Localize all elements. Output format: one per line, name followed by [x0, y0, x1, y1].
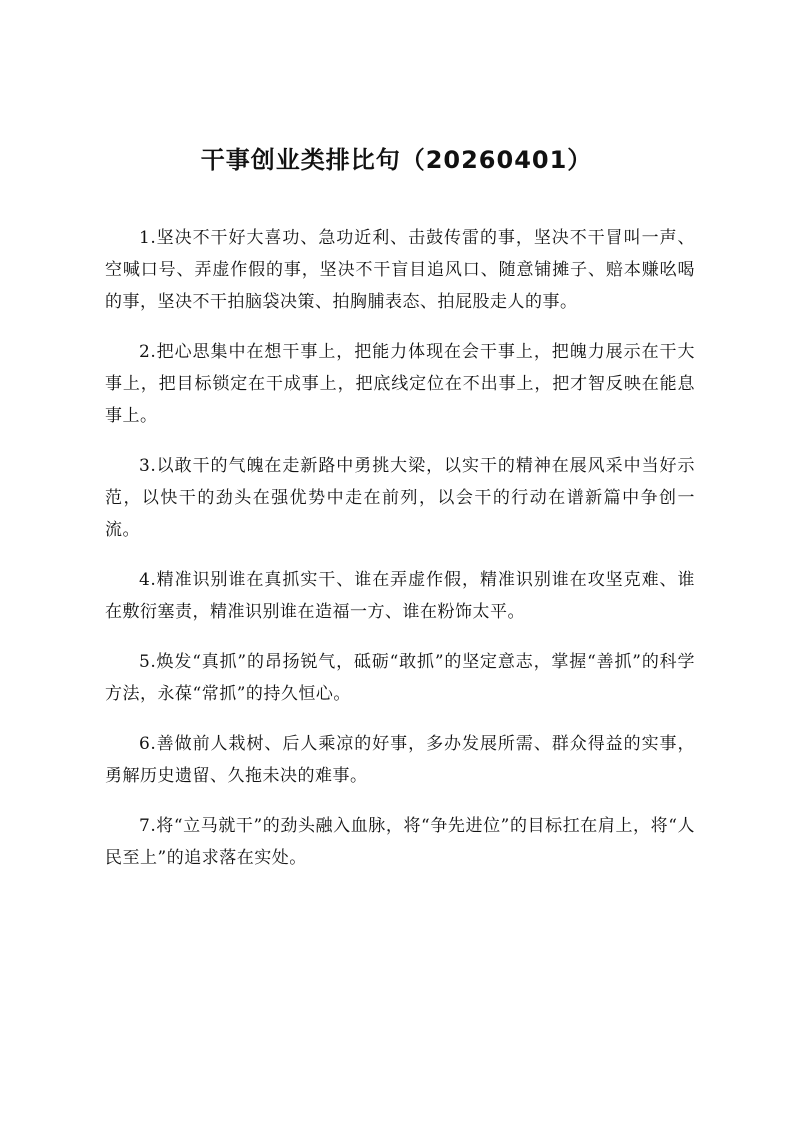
paragraph-1: 1.坚决不干好大喜功、急功近利、击鼓传雷的事，坚决不干冒叫一声、空喊口号、弄虚作假的事，坚决不干盲目追风口、随意铺摊子、赔本赚吆喝的事，坚决不干拍脑袋决策、拍胸脯表态、拍屁股走人的事。	[105, 228, 695, 312]
paragraph-2: 2.把心思集中在想干事上，把能力体现在会干事上，把魄力展示在干大事上，把目标锁定在干成事上，把底线定位在不出事上，把才智反映在能息事上。	[105, 342, 695, 426]
paragraph-6: 6.善做前人栽树、后人乘凉的好事，多办发展所需、群众得益的实事，勇解历史遗留、久拖未决的难事。	[105, 734, 695, 786]
paragraph-4: 4.精准识别谁在真抓实干、谁在弄虚作假，精准识别谁在攻坚克难、谁在敷衍塞责，精准识别谁在造福一方、谁在粉饰太平。	[105, 570, 695, 622]
paragraph-7: 7.将“立马就干”的劲头融入血脉，将“争先进位”的目标扛在肩上，将“人民至上”的追求落在实处。	[105, 816, 695, 868]
document-body	[105, 222, 695, 892]
paragraph-3: 3.以敢干的气魄在走新路中勇挑大梁，以实干的精神在展风采中当好示范，以快干的劲头在强优势中走在前列，以会干的行动在谱新篇中争创一流。	[105, 456, 695, 540]
page-title: 干事创业类排比句（20260401）	[200, 146, 593, 174]
paragraph-5: 5.焕发“真抓”的昂扬锐气，砥砺“敢抓”的坚定意志，掌握“善抓”的科学方法，永葆“常抓”的持久恒心。	[105, 652, 695, 704]
